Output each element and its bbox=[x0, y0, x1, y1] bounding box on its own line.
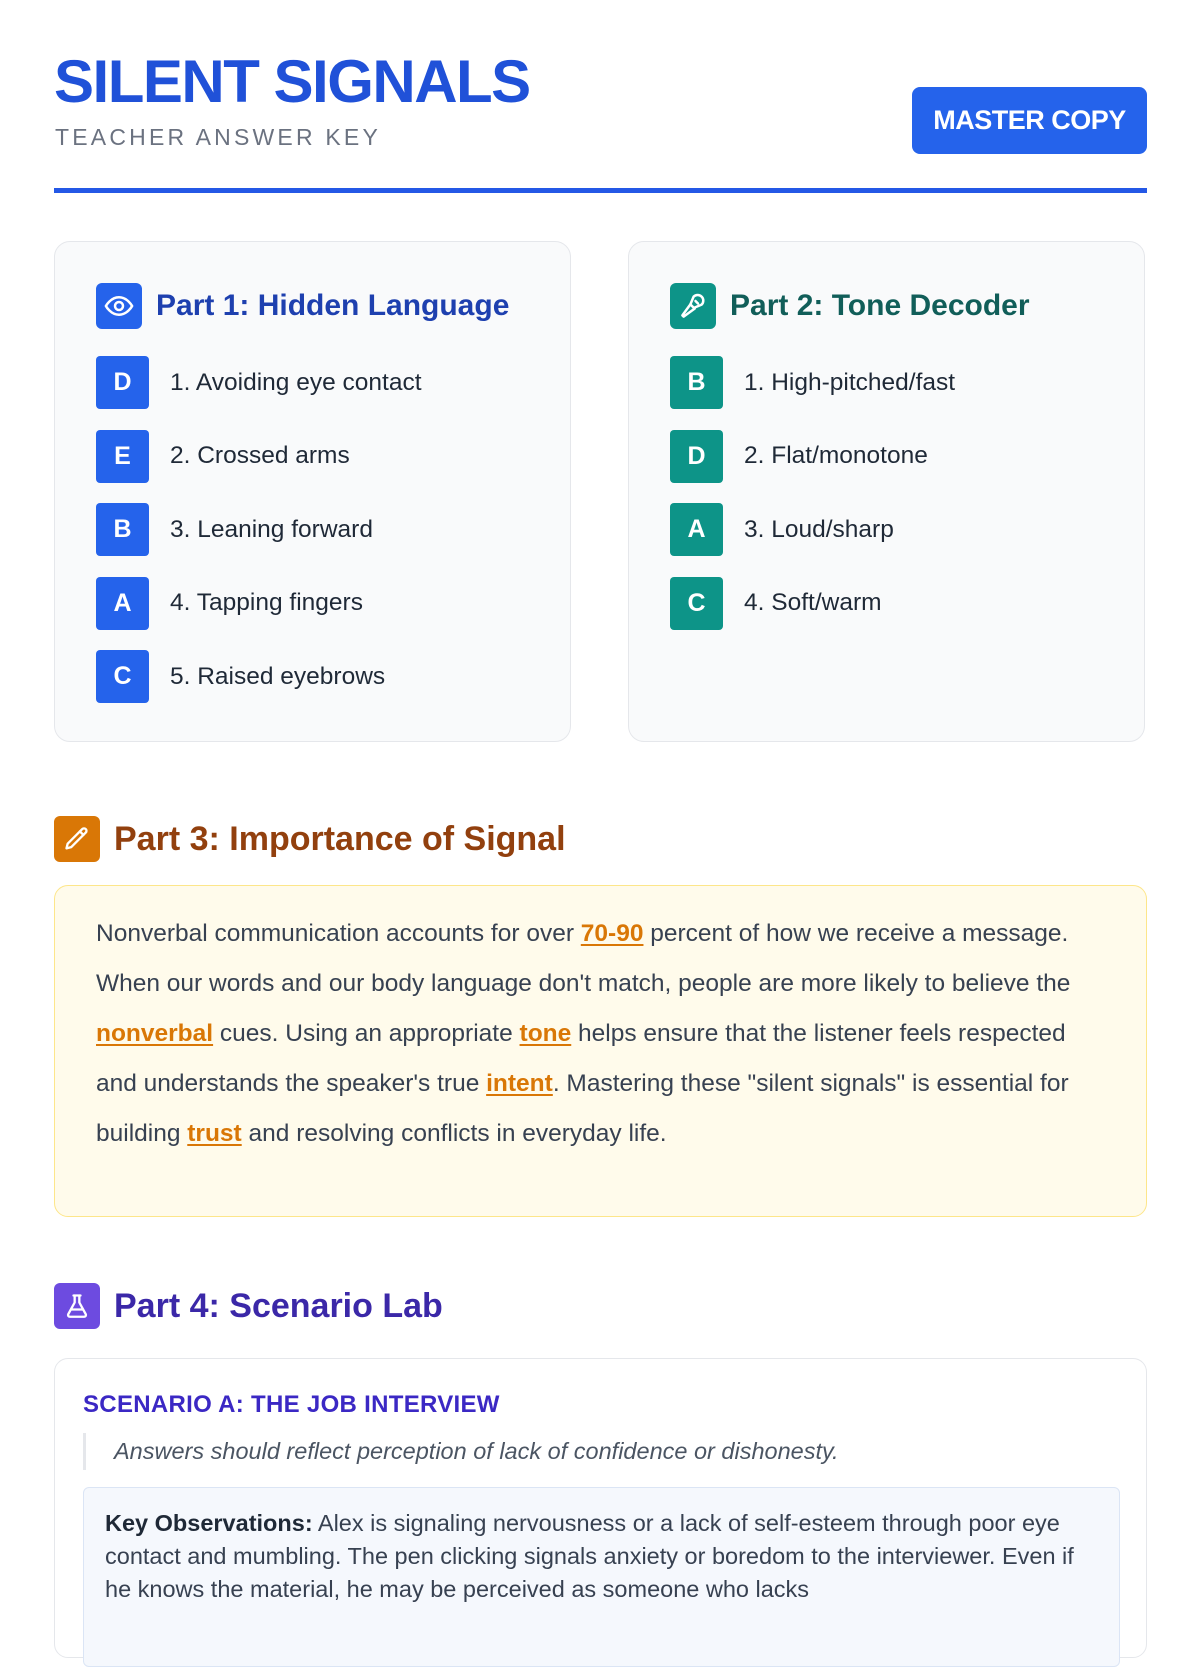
page-title: SILENT SIGNALS bbox=[54, 48, 530, 115]
item-label: 3. Loud/sharp bbox=[744, 515, 894, 543]
part3-passage bbox=[96, 909, 1105, 1159]
answer-key-page bbox=[54, 0, 1147, 1602]
part1-title: Part 1: Hidden Language bbox=[156, 289, 510, 322]
page-header bbox=[54, 0, 1147, 193]
master-copy-badge: MASTER COPY bbox=[912, 87, 1147, 154]
observations-text: Alex is signaling nervousness or a lack of self-esteem through poor eye contact and mumbling. The pen clicking signals anxiety or boredom to the interviewer. Even if he knows the material, he may be perceived as someone who lacks bbox=[105, 1510, 1074, 1602]
item-label: 2. Crossed arms bbox=[170, 442, 350, 469]
part2-title: Part 2: Tone Decoder bbox=[730, 289, 1030, 322]
list-item bbox=[96, 577, 422, 630]
part2-answer-list bbox=[670, 356, 955, 650]
part3-passage-box bbox=[54, 885, 1147, 1217]
part3-heading bbox=[54, 816, 566, 862]
answer-blank: nonverbal bbox=[96, 1020, 214, 1047]
passage-text: . Mastering these "silent signals" is essential for building bbox=[96, 1070, 1069, 1147]
list-item bbox=[96, 430, 422, 483]
scenario-title: SCENARIO A: THE JOB INTERVIEW bbox=[83, 1391, 500, 1418]
answer-letter: B bbox=[670, 356, 723, 409]
answer-blank: trust bbox=[187, 1120, 242, 1147]
passage-text: and resolving conflicts in everyday life. bbox=[241, 1120, 667, 1147]
answer-letter: A bbox=[670, 503, 723, 556]
item-label: 2. Flat/monotone bbox=[744, 442, 928, 469]
list-item bbox=[96, 650, 422, 703]
pencil-icon bbox=[54, 816, 100, 862]
part4-title: Part 4: Scenario Lab bbox=[114, 1286, 443, 1325]
microphone-icon bbox=[670, 283, 716, 329]
answer-letter: E bbox=[96, 430, 149, 483]
page-subtitle: TEACHER ANSWER KEY bbox=[55, 124, 381, 150]
answer-letter: C bbox=[96, 650, 149, 703]
item-label: 1. High-pitched/fast bbox=[744, 368, 956, 396]
item-label: 3. Leaning forward bbox=[170, 515, 373, 543]
flask-icon bbox=[54, 1283, 100, 1329]
part4-heading bbox=[54, 1283, 443, 1329]
eye-icon bbox=[96, 283, 142, 329]
part3-title: Part 3: Importance of Signal bbox=[114, 819, 566, 858]
part1-heading bbox=[96, 283, 509, 329]
answer-letter: A bbox=[96, 577, 149, 630]
passage-text: helps ensure that the listener feels respected and understands the speaker's true bbox=[96, 1020, 1066, 1097]
item-label: 1. Avoiding eye contact bbox=[170, 368, 422, 396]
answer-letter: C bbox=[670, 577, 723, 630]
passage-text: percent of how we receive a message. When our words and our body language don't match, people are more likely to believe the bbox=[96, 920, 1071, 997]
passage-text: cues. Using an appropriate bbox=[213, 1020, 520, 1047]
list-item bbox=[670, 577, 955, 630]
part1-answer-list bbox=[96, 356, 422, 724]
part1-card bbox=[54, 241, 571, 742]
item-label: 4. Tapping fingers bbox=[170, 589, 363, 616]
answer-letter: D bbox=[670, 430, 723, 483]
observations-label: Key Observations: bbox=[105, 1510, 313, 1536]
list-item bbox=[670, 503, 955, 556]
answer-blank: tone bbox=[519, 1020, 572, 1047]
key-observations-box bbox=[83, 1487, 1120, 1667]
list-item bbox=[96, 503, 422, 556]
item-label: 5. Raised eyebrows bbox=[170, 662, 386, 690]
list-item bbox=[96, 356, 422, 409]
answer-letter: D bbox=[96, 356, 149, 409]
passage-text: Nonverbal communication accounts for over bbox=[96, 920, 581, 947]
part2-heading bbox=[670, 283, 1030, 329]
answer-blank: 70-90 bbox=[580, 920, 644, 947]
list-item bbox=[670, 356, 955, 409]
list-item bbox=[670, 430, 955, 483]
scenario-note: Answers should reflect perception of lack of confidence or dishonesty. bbox=[83, 1433, 839, 1470]
scenario-card bbox=[54, 1358, 1147, 1658]
item-label: 4. Soft/warm bbox=[744, 589, 882, 616]
answer-letter: B bbox=[96, 503, 149, 556]
answer-blank: intent bbox=[486, 1070, 553, 1097]
part2-card bbox=[628, 241, 1145, 742]
